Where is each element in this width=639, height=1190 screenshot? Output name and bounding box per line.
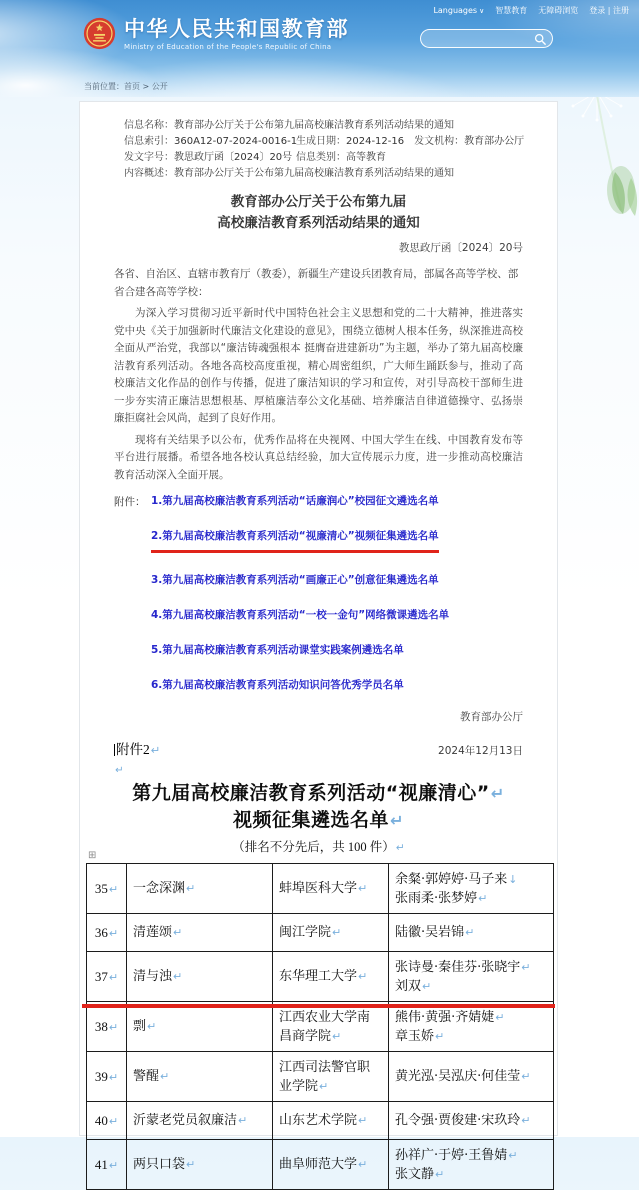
- title-cell: 两只口袋↵: [127, 1140, 273, 1190]
- notice-paragraph-1: 为深入学习贯彻习近平新时代中国特色社会主义思想和党的二十大精神，推进落实党中央《关于加强新时代廉洁文化建设的意见》，围绕立德树人根本任务，纵深推进高校全面从严治党，我部以“廉洁铸魂强根本 挺膺奋进建新功”为主题，举办了第九届高校廉洁教育系列活动。各地各高校高度重视，精心周密组织，广大师生踊跃参与，推动了高校廉洁文化作品的创作与传播，促进了廉洁知识的学习和宣传，对引导高校干部师生进一步夯实清正廉洁思想根基、厚植廉洁奉公文化基础、培养廉洁自律道德操守、弘扬崇廉拒腐社会风尚，起到了良好作用。: [114, 307, 523, 424]
- notice-sign-date: 2024年12月13日: [438, 745, 523, 757]
- link-accessibility[interactable]: 无障碍浏览: [538, 6, 579, 15]
- school-cell: 蚌埠医科大学↵: [273, 864, 389, 914]
- title-cell: 剽↵: [127, 1002, 273, 1052]
- title-cell: 清与浊↵: [127, 952, 273, 1002]
- roster-table-wrap: [86, 850, 551, 1190]
- rank-cell: 37↵: [87, 952, 127, 1002]
- pilcrow-mark: ↵: [150, 743, 161, 757]
- breadcrumb: [84, 81, 168, 92]
- meta-gendate-value: 2024-12-16: [346, 136, 405, 147]
- authors-cell: 陆徽·吴岩锦↵: [389, 914, 554, 952]
- meta-index-value: 360A12-07-2024-0016-1: [174, 136, 298, 147]
- pilcrow-mark: ↵: [395, 841, 405, 854]
- meta-summary-label: 内容概述：: [124, 168, 174, 179]
- search-input[interactable]: [420, 29, 553, 48]
- table-row: [87, 1140, 554, 1190]
- chevron-down-icon: ∨: [479, 7, 485, 15]
- document-card: [79, 101, 558, 1182]
- national-emblem-icon: [83, 17, 116, 50]
- attachment-list: [114, 494, 523, 693]
- attachment-link-6[interactable]: 6.第九届高校廉洁教育系列活动知识问答优秀学员名单: [151, 679, 404, 691]
- meta-name-label: 信息名称：: [124, 120, 174, 131]
- site-title: 中华人民共和国教育部: [124, 17, 349, 41]
- table-row: [87, 864, 554, 914]
- school-cell: 东华理工大学↵: [273, 952, 389, 1002]
- table-move-handle-icon[interactable]: ⊞: [88, 850, 97, 861]
- authors-cell: 黄光泓·吴泓庆·何佳莹↵: [389, 1052, 554, 1102]
- link-smart-education[interactable]: 智慧教育: [495, 6, 528, 15]
- attachments-label: 附件：: [114, 496, 146, 508]
- rank-cell: 35↵: [87, 864, 127, 914]
- meta-name-value: 教育部办公厅关于公布第九届高校廉洁教育系列活动结果的通知: [174, 120, 454, 131]
- attachment-link-3[interactable]: 3.第九届高校廉洁教育系列活动“画廉正心”创意征集遴选名单: [151, 574, 439, 586]
- school-cell: 江西农业大学南昌商学院↵: [273, 1002, 389, 1052]
- document-meta: [124, 118, 523, 182]
- table-row: [87, 1102, 554, 1140]
- meta-summary-value: 教育部办公厅关于公布第九届高校廉洁教育系列活动结果的通知: [174, 168, 454, 179]
- rank-cell: 41↵: [87, 1140, 127, 1190]
- attachment-link-4[interactable]: 4.第九届高校廉洁教育系列活动“一校一金句”网络微课遴选名单: [151, 609, 450, 621]
- rank-cell: 40↵: [87, 1102, 127, 1140]
- authors-cell: 熊伟·黄强·齐婧婕↵ 章玉娇↵: [389, 1002, 554, 1052]
- table-row: [87, 1052, 554, 1102]
- title-cell: 警醒↵: [127, 1052, 273, 1102]
- notice-salutation: 各省、自治区、直辖市教育厅（教委），新疆生产建设兵团教育局，部属各高等学校、部省合建各高等学校：: [114, 268, 519, 298]
- school-cell: 曲阜师范大学↵: [273, 1140, 389, 1190]
- attachment-link-2-highlighted[interactable]: 2.第九届高校廉洁教育系列活动“视廉清心”视频征集遴选名单: [151, 529, 523, 553]
- authors-cell: 孔令强·贾俊建·宋玖玲↵: [389, 1102, 554, 1140]
- pilcrow-mark: ↵: [389, 811, 405, 830]
- languages-menu[interactable]: Languages ∨: [433, 6, 485, 15]
- text-cursor: [114, 744, 115, 756]
- attachment-link-5[interactable]: 5.第九届高校廉洁教育系列活动课堂实践案例遴选名单: [151, 644, 404, 656]
- breadcrumb-label: 当前位置：: [84, 82, 124, 91]
- roster-table: [86, 863, 554, 1190]
- rank-cell: 39↵: [87, 1052, 127, 1102]
- meta-org-value: 教育部办公厅: [464, 136, 525, 147]
- notice-signer: 教育部办公厅: [460, 711, 523, 723]
- authors-cell: 孙祥广·于婷·王鲁婧↵ 张文静↵: [389, 1140, 554, 1190]
- school-cell: 闽江学院↵: [273, 914, 389, 952]
- meta-org-label: 发文机构：: [414, 136, 465, 147]
- title-cell: 一念深渊↵: [127, 864, 273, 914]
- table-row: [87, 952, 554, 1002]
- breadcrumb-separator: >: [142, 82, 150, 91]
- pilcrow-mark: ↵: [115, 765, 124, 776]
- title-cell: 清莲颂↵: [127, 914, 273, 952]
- breadcrumb-section[interactable]: 公开: [151, 82, 168, 91]
- school-cell: 山东艺术学院↵: [273, 1102, 389, 1140]
- authors-cell: 张诗曼·秦佳芬·张晓宇↵ 刘双↵: [389, 952, 554, 1002]
- red-annotation-line: [82, 1004, 555, 1008]
- top-links: [433, 5, 629, 16]
- meta-docno-value: 教思政厅函〔2024〕20号: [174, 152, 293, 163]
- rank-cell: 38↵: [87, 1002, 127, 1052]
- pilcrow-mark: ↵: [490, 784, 505, 803]
- meta-category-label: 信息类别：: [296, 152, 346, 163]
- attachment2-heading: 第九届高校廉洁教育系列活动“视廉清心”↵ 视频征集遴选名单↵: [132, 782, 505, 831]
- meta-gendate-label: 生成日期：: [296, 136, 346, 147]
- notice-paragraph-2: 现将有关结果予以公布，优秀作品将在央视网、中国大学生在线、中国教育发布等平台进行展播。希望各地各校认真总结经验，加大宣传展示力度，进一步推动高校廉洁教育活动深入全面开展。: [114, 433, 523, 481]
- meta-category-value: 高等教育: [346, 152, 386, 163]
- rank-cell: 36↵: [87, 914, 127, 952]
- meta-docno-label: 发文字号：: [124, 152, 174, 163]
- breadcrumb-home[interactable]: 首页: [124, 82, 140, 91]
- authors-cell: 余粲·郭婷婷·马子来↓ 张雨柔·张梦婷↵: [389, 864, 554, 914]
- site-title-en: Ministry of Education of the People's Republic of China: [124, 43, 332, 51]
- link-login-register[interactable]: 登录 | 注册: [589, 6, 629, 15]
- notice-doc-number: 教思政厅函〔2024〕20号: [398, 242, 523, 254]
- table-row: [87, 1002, 554, 1052]
- attachment-link-1[interactable]: 1.第九届高校廉洁教育系列活动“话廉润心”校园征文遴选名单: [151, 495, 439, 507]
- meta-index-label: 信息索引：: [124, 136, 174, 147]
- search-icon[interactable]: [534, 33, 547, 46]
- table-row: [87, 914, 554, 952]
- attachment2-label: 附件2↵: [116, 742, 161, 757]
- site-brand: [83, 17, 349, 51]
- title-cell: 沂蒙老党员叙廉洁↵: [127, 1102, 273, 1140]
- site-header: [0, 0, 639, 97]
- attachment2-note: （排名不分先后，共 100 件）↵: [232, 840, 405, 854]
- notice-title: 教育部办公厅关于公布第九届 高校廉洁教育系列活动结果的通知: [217, 194, 420, 231]
- school-cell: 江西司法警官职业学院↵: [273, 1052, 389, 1102]
